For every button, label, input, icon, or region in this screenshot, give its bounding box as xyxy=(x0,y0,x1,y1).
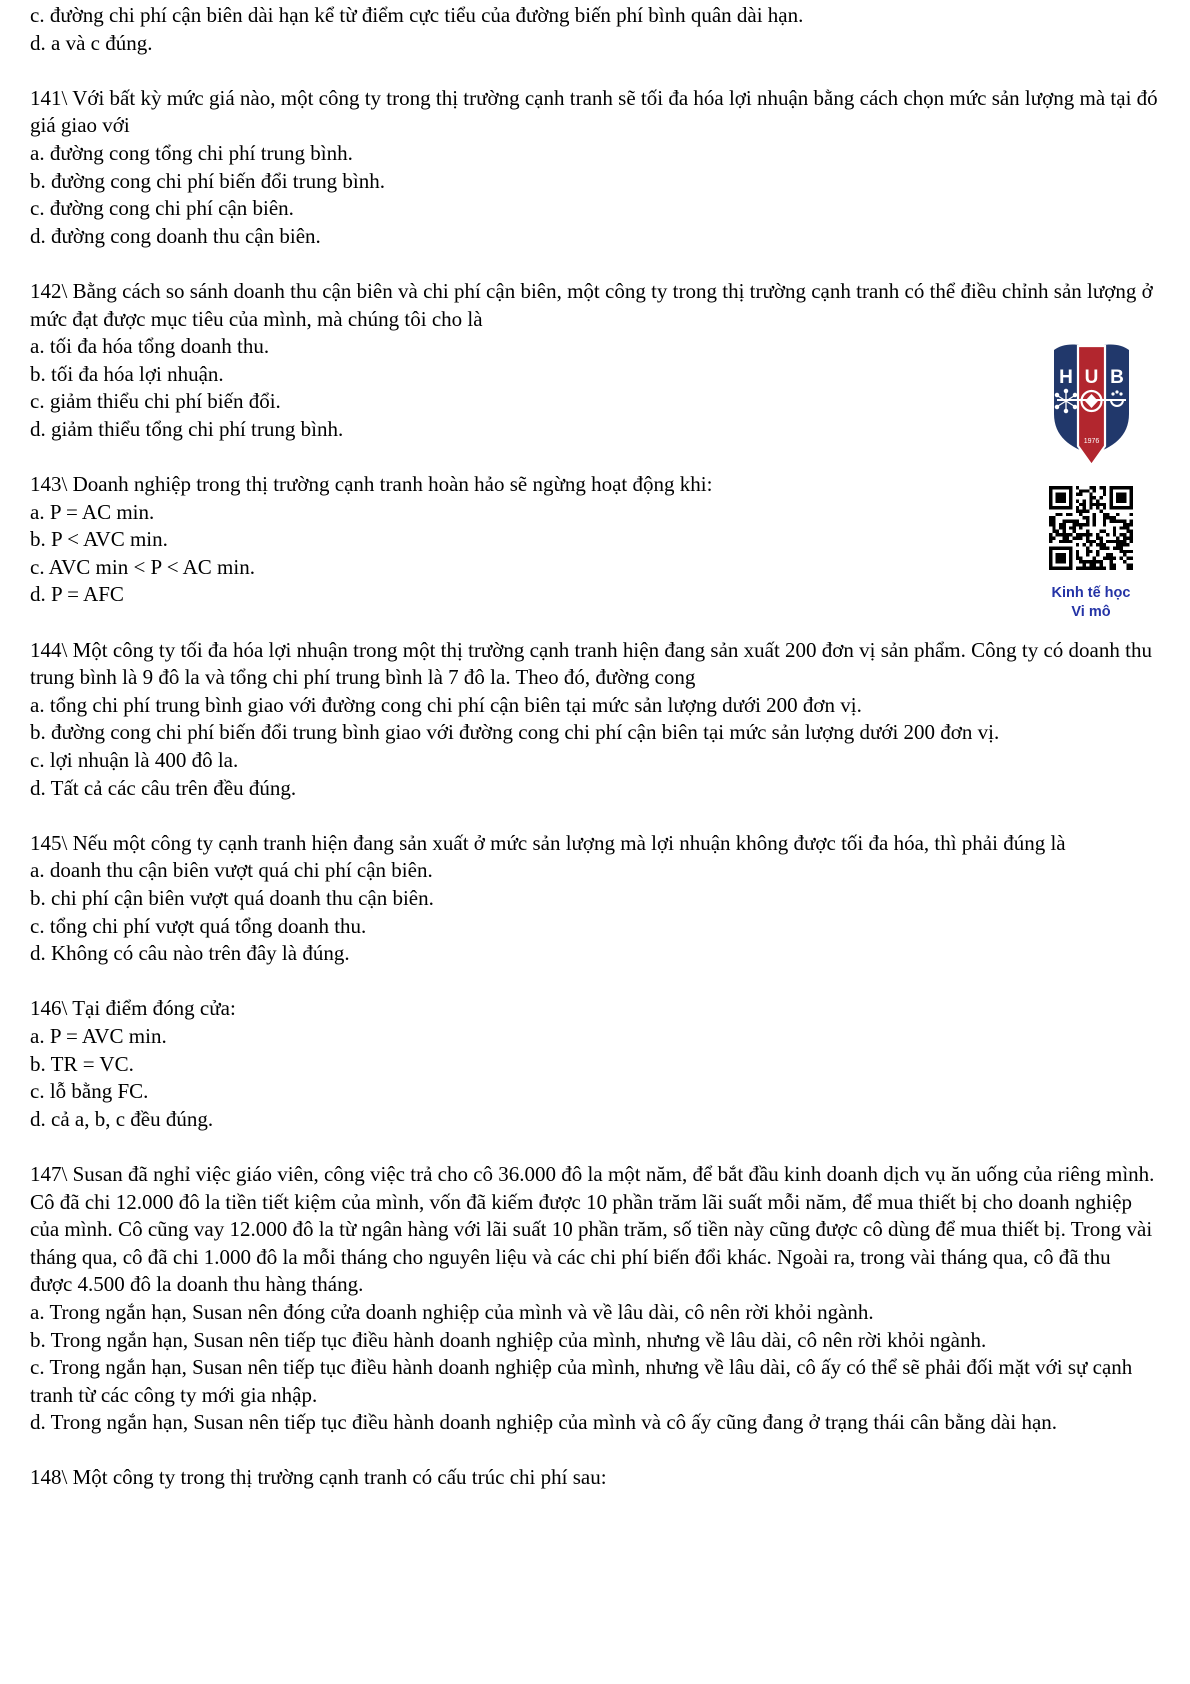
answer-option: b. TR = VC. xyxy=(30,1051,134,1076)
answer-option: d. đường cong doanh thu cận biên. xyxy=(30,223,321,248)
answer-option: b. P < AVC min. xyxy=(30,527,168,552)
answer-option: d. Tất cả các câu trên đều đúng. xyxy=(30,775,297,800)
qr-caption xyxy=(1013,584,1169,622)
answer-option: d. giảm thiểu tổng chi phí trung bình. xyxy=(30,416,344,441)
answer-option: c. AVC min < P < AC min. xyxy=(30,554,255,579)
answer-option: b. đường cong chi phí biến đổi trung bình. xyxy=(30,168,385,193)
answer-option: a. P = AVC min. xyxy=(30,1023,167,1048)
answer-option: c. Trong ngắn hạn, Susan nên tiếp tục điều hành doanh nghiệp của mình, nhưng về lâu dài, cô ấy có thể sẽ phải đối mặt với sự cạnh tranh từ các công ty mới gia nhập. xyxy=(30,1355,1133,1407)
hub-branding-block xyxy=(1013,340,1169,622)
question-stem: 146\ Tại điểm đóng cửa: xyxy=(30,996,236,1021)
question-stem: 148\ Một công ty trong thị trường cạnh tranh có cấu trúc chi phí sau: xyxy=(30,1465,607,1490)
question-stem: 147\ Susan đã nghỉ việc giáo viên, công việc trả cho cô 36.000 đô la một năm, để bắt đầu kinh doanh dịch vụ ăn uống của riêng mình. Cô đã chi 12.000 đô la tiền tiết kiệm của mình, vốn đã kiếm được 10 phần trăm lãi suất mỗi năm, để mua thiết bị cho doanh nghiệp của mình. Cô cũng vay 12.000 đô la từ ngân hàng với lãi suất 10 phần trăm, số tiền này cũng được cô dùng để mua thiết bị. Trong vài tháng qua, cô đã chi 1.000 đô la mỗi tháng cho nguyên liệu và các chi phí biến đổi khác. Ngoài ra, trong vài tháng qua, cô đã thu được 4.500 đô la doanh thu hàng tháng. xyxy=(30,1161,1155,1297)
answer-option: b. chi phí cận biên vượt quá doanh thu cận biên. xyxy=(30,886,434,910)
answer-option: b. Trong ngắn hạn, Susan nên tiếp tục điều hành doanh nghiệp của mình, nhưng về lâu dài, cô nên rời khỏi ngành. xyxy=(30,1327,987,1352)
question-stem: 145\ Nếu một công ty cạnh tranh hiện đang sản xuất ở mức sản lượng mà lợi nhuận không được tối đa hóa, thì phải đúng là xyxy=(30,830,1066,855)
answer-option: c. lỗ bằng FC. xyxy=(30,1079,149,1104)
answer-option: a. tổng chi phí trung bình giao với đường cong chi phí cận biên tại mức sản lượng dưới 200 đơn vị. xyxy=(30,692,862,717)
qr-code xyxy=(1049,486,1133,578)
question-stem: 142\ Bằng cách so sánh doanh thu cận biên và chi phí cận biên, một công ty trong thị trường cạnh tranh có thể điều chỉnh sản lượng ở mức đạt được mục tiêu của mình, mà chúng tôi cho là xyxy=(30,278,1153,331)
answer-option: c. đường chi phí cận biên dài hạn kể từ điểm cực tiểu của đường biến phí bình quân dài hạn. xyxy=(30,3,804,27)
question-148 xyxy=(30,1464,1158,1492)
logo-letter-u: U xyxy=(1084,367,1098,388)
qr-caption-line2: Vi mô xyxy=(1071,604,1111,621)
answer-option: b. tối đa hóa lợi nhuận. xyxy=(30,361,224,386)
hub-shield-logo xyxy=(1050,340,1133,480)
question-stem: 141\ Với bất kỳ mức giá nào, một công ty trong thị trường cạnh tranh sẽ tối đa hóa lợi nhuận bằng cách chọn mức sản lượng mà tại đó giá giao với xyxy=(30,85,1158,138)
question-143 xyxy=(30,471,1158,609)
question-146 xyxy=(30,995,1158,1133)
document-text xyxy=(30,2,1158,1492)
logo-letter-h: H xyxy=(1058,367,1073,388)
answer-option: c. đường cong chi phí cận biên. xyxy=(30,196,294,221)
answer-option: a. đường cong tổng chi phí trung bình. xyxy=(30,140,353,165)
answer-option: a. doanh thu cận biên vượt quá chi phí cận biên. xyxy=(30,858,433,883)
answer-option: d. cả a, b, c đều đúng. xyxy=(30,1106,214,1131)
question-stem: 144\ Một công ty tối đa hóa lợi nhuận trong một thị trường cạnh tranh hiện đang sản xuất 200 đơn vị sản phẩm. Công ty có doanh thu trung bình là 9 đô la và tổng chi phí trung bình là 7 đô la. Theo đó, đường cong xyxy=(30,637,1152,690)
answer-option: a. tối đa hóa tổng doanh thu. xyxy=(30,334,270,359)
logo-year: 1976 xyxy=(1083,438,1099,445)
answer-option: d. P = AFC xyxy=(30,582,124,607)
answer-option: c. giảm thiểu chi phí biến đổi. xyxy=(30,389,281,414)
answer-option: c. tổng chi phí vượt quá tổng doanh thu. xyxy=(30,913,367,938)
logo-letter-b: B xyxy=(1109,367,1124,388)
question-144 xyxy=(30,637,1158,803)
qr-caption-line1: Kinh tế học xyxy=(1051,585,1131,602)
answer-option: d. Trong ngắn hạn, Susan nên tiếp tục điều hành doanh nghiệp của mình và cô ấy cũng đang ở trạng thái cân bằng dài hạn. xyxy=(30,1410,1058,1435)
answer-option: d. Không có câu nào trên đây là đúng. xyxy=(30,941,350,966)
question-147 xyxy=(30,1161,1158,1437)
answer-option: b. đường cong chi phí biến đổi trung bình giao với đường cong chi phí cận biên tại mức sản lượng dưới 200 đơn vị. xyxy=(30,720,1000,745)
answer-option: c. lợi nhuận là 400 đô la. xyxy=(30,748,239,773)
question-145 xyxy=(30,830,1158,968)
answer-option: d. a và c đúng. xyxy=(30,30,153,55)
question-stem: 143\ Doanh nghiệp trong thị trường cạnh tranh hoàn hảo sẽ ngừng hoạt động khi: xyxy=(30,472,713,497)
answer-option: a. Trong ngắn hạn, Susan nên đóng cửa doanh nghiệp của mình và về lâu dài, cô nên rời khỏi ngành. xyxy=(30,1299,874,1324)
question-142 xyxy=(30,278,1158,444)
answer-option: a. P = AC min. xyxy=(30,499,155,524)
question-141 xyxy=(30,85,1158,251)
